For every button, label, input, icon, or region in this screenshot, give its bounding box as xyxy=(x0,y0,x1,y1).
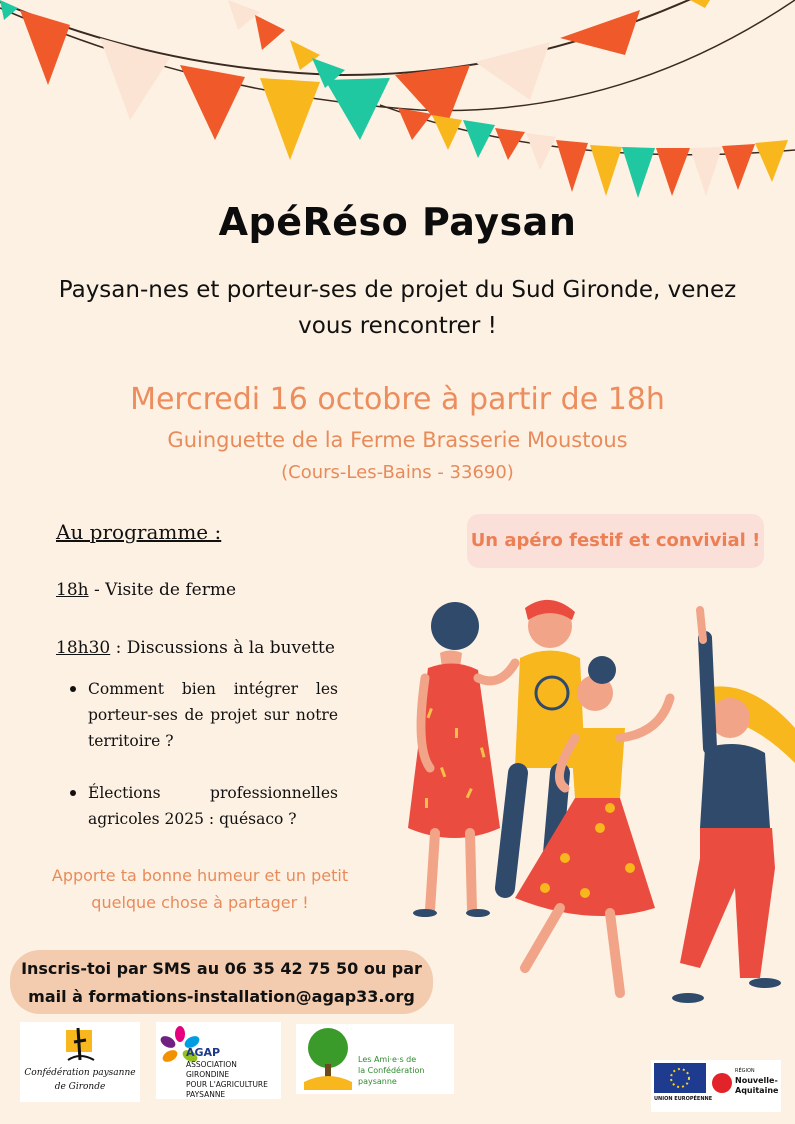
subtitle-line-1: Paysan-nes et porteur-ses de projet du Sud Gironde, venez xyxy=(58,277,737,303)
programme-item-2 xyxy=(56,638,335,658)
programme-item-1-time: 18h xyxy=(56,580,89,600)
pennants xyxy=(0,0,788,198)
amis-line-2: la Confédération paysanne xyxy=(358,1066,425,1086)
agap-line-3: PAYSANNE xyxy=(186,1090,226,1099)
bullet-item: Comment bien intégrer les porteur-ses de projet sur notre territoire ? xyxy=(66,676,338,754)
bunting-decoration xyxy=(0,0,795,200)
region-line-1: Nouvelle- xyxy=(735,1076,778,1085)
region-emblem-icon xyxy=(711,1072,733,1094)
signup-line-1: Inscris-toi par SMS au 06 35 42 75 50 ou par xyxy=(21,959,422,978)
festive-badge: Un apéro festif et convivial ! xyxy=(467,514,764,568)
agap-subtitle xyxy=(186,1060,281,1100)
programme-item-1 xyxy=(56,580,236,600)
programme-bullets xyxy=(66,676,338,858)
conf-line-2: de Gironde xyxy=(54,1082,106,1092)
bring-line-1: Apporte ta bonne humeur et un petit xyxy=(51,866,349,885)
woman-arm-raised-figure xyxy=(672,610,795,1003)
amis-line-1: Les Ami·e·s de xyxy=(358,1055,417,1064)
event-date: Mercredi 16 octobre à partir de 18h xyxy=(130,382,665,417)
amis-text xyxy=(358,1054,454,1087)
agap-logo xyxy=(156,1022,281,1099)
region-line-2: Aquitaine xyxy=(735,1086,779,1095)
eu-label: UNION EUROPÉENNE xyxy=(654,1096,713,1102)
region-small-label: RÉGION xyxy=(735,1068,755,1074)
funders-logos xyxy=(651,1060,781,1112)
confederation-paysanne-logo xyxy=(20,1022,140,1102)
agap-line-2: POUR L'AGRICULTURE xyxy=(186,1080,268,1089)
region-name xyxy=(735,1076,778,1096)
agap-line-1: ASSOCIATION GIRONDINE xyxy=(186,1060,237,1079)
signup-banner xyxy=(10,950,433,1014)
dancing-people-illustration xyxy=(400,598,795,1008)
farmer-icon xyxy=(20,1022,140,1066)
bring-line-2: quelque chose à partager ! xyxy=(91,893,309,912)
tree-icon xyxy=(298,1026,358,1092)
programme-item-2-text: : Discussions à la buvette xyxy=(110,638,335,658)
eu-flag-icon xyxy=(654,1063,706,1093)
subtitle xyxy=(20,272,775,344)
subtitle-line-2: vous rencontrer ! xyxy=(298,313,497,339)
amis-confederation-logo xyxy=(296,1024,454,1094)
event-venue: Guinguette de la Ferme Brasserie Moustous xyxy=(167,428,628,452)
conf-line-1: Confédération paysanne xyxy=(24,1068,136,1078)
signup-line-2: mail à formations-installation@agap33.org xyxy=(28,987,415,1006)
programme-item-1-text: - Visite de ferme xyxy=(88,580,237,600)
programme-heading: Au programme : xyxy=(56,520,222,544)
bullet-item: Élections professionnelles agricoles 2025 : quésaco ? xyxy=(66,780,338,832)
page-title: ApéRéso Paysan xyxy=(218,200,577,244)
event-place: (Cours-Les-Bains - 33690) xyxy=(281,462,514,483)
programme-item-2-time: 18h30 xyxy=(56,638,111,658)
agap-name: AGAP xyxy=(186,1046,221,1059)
bring-message xyxy=(30,862,370,916)
